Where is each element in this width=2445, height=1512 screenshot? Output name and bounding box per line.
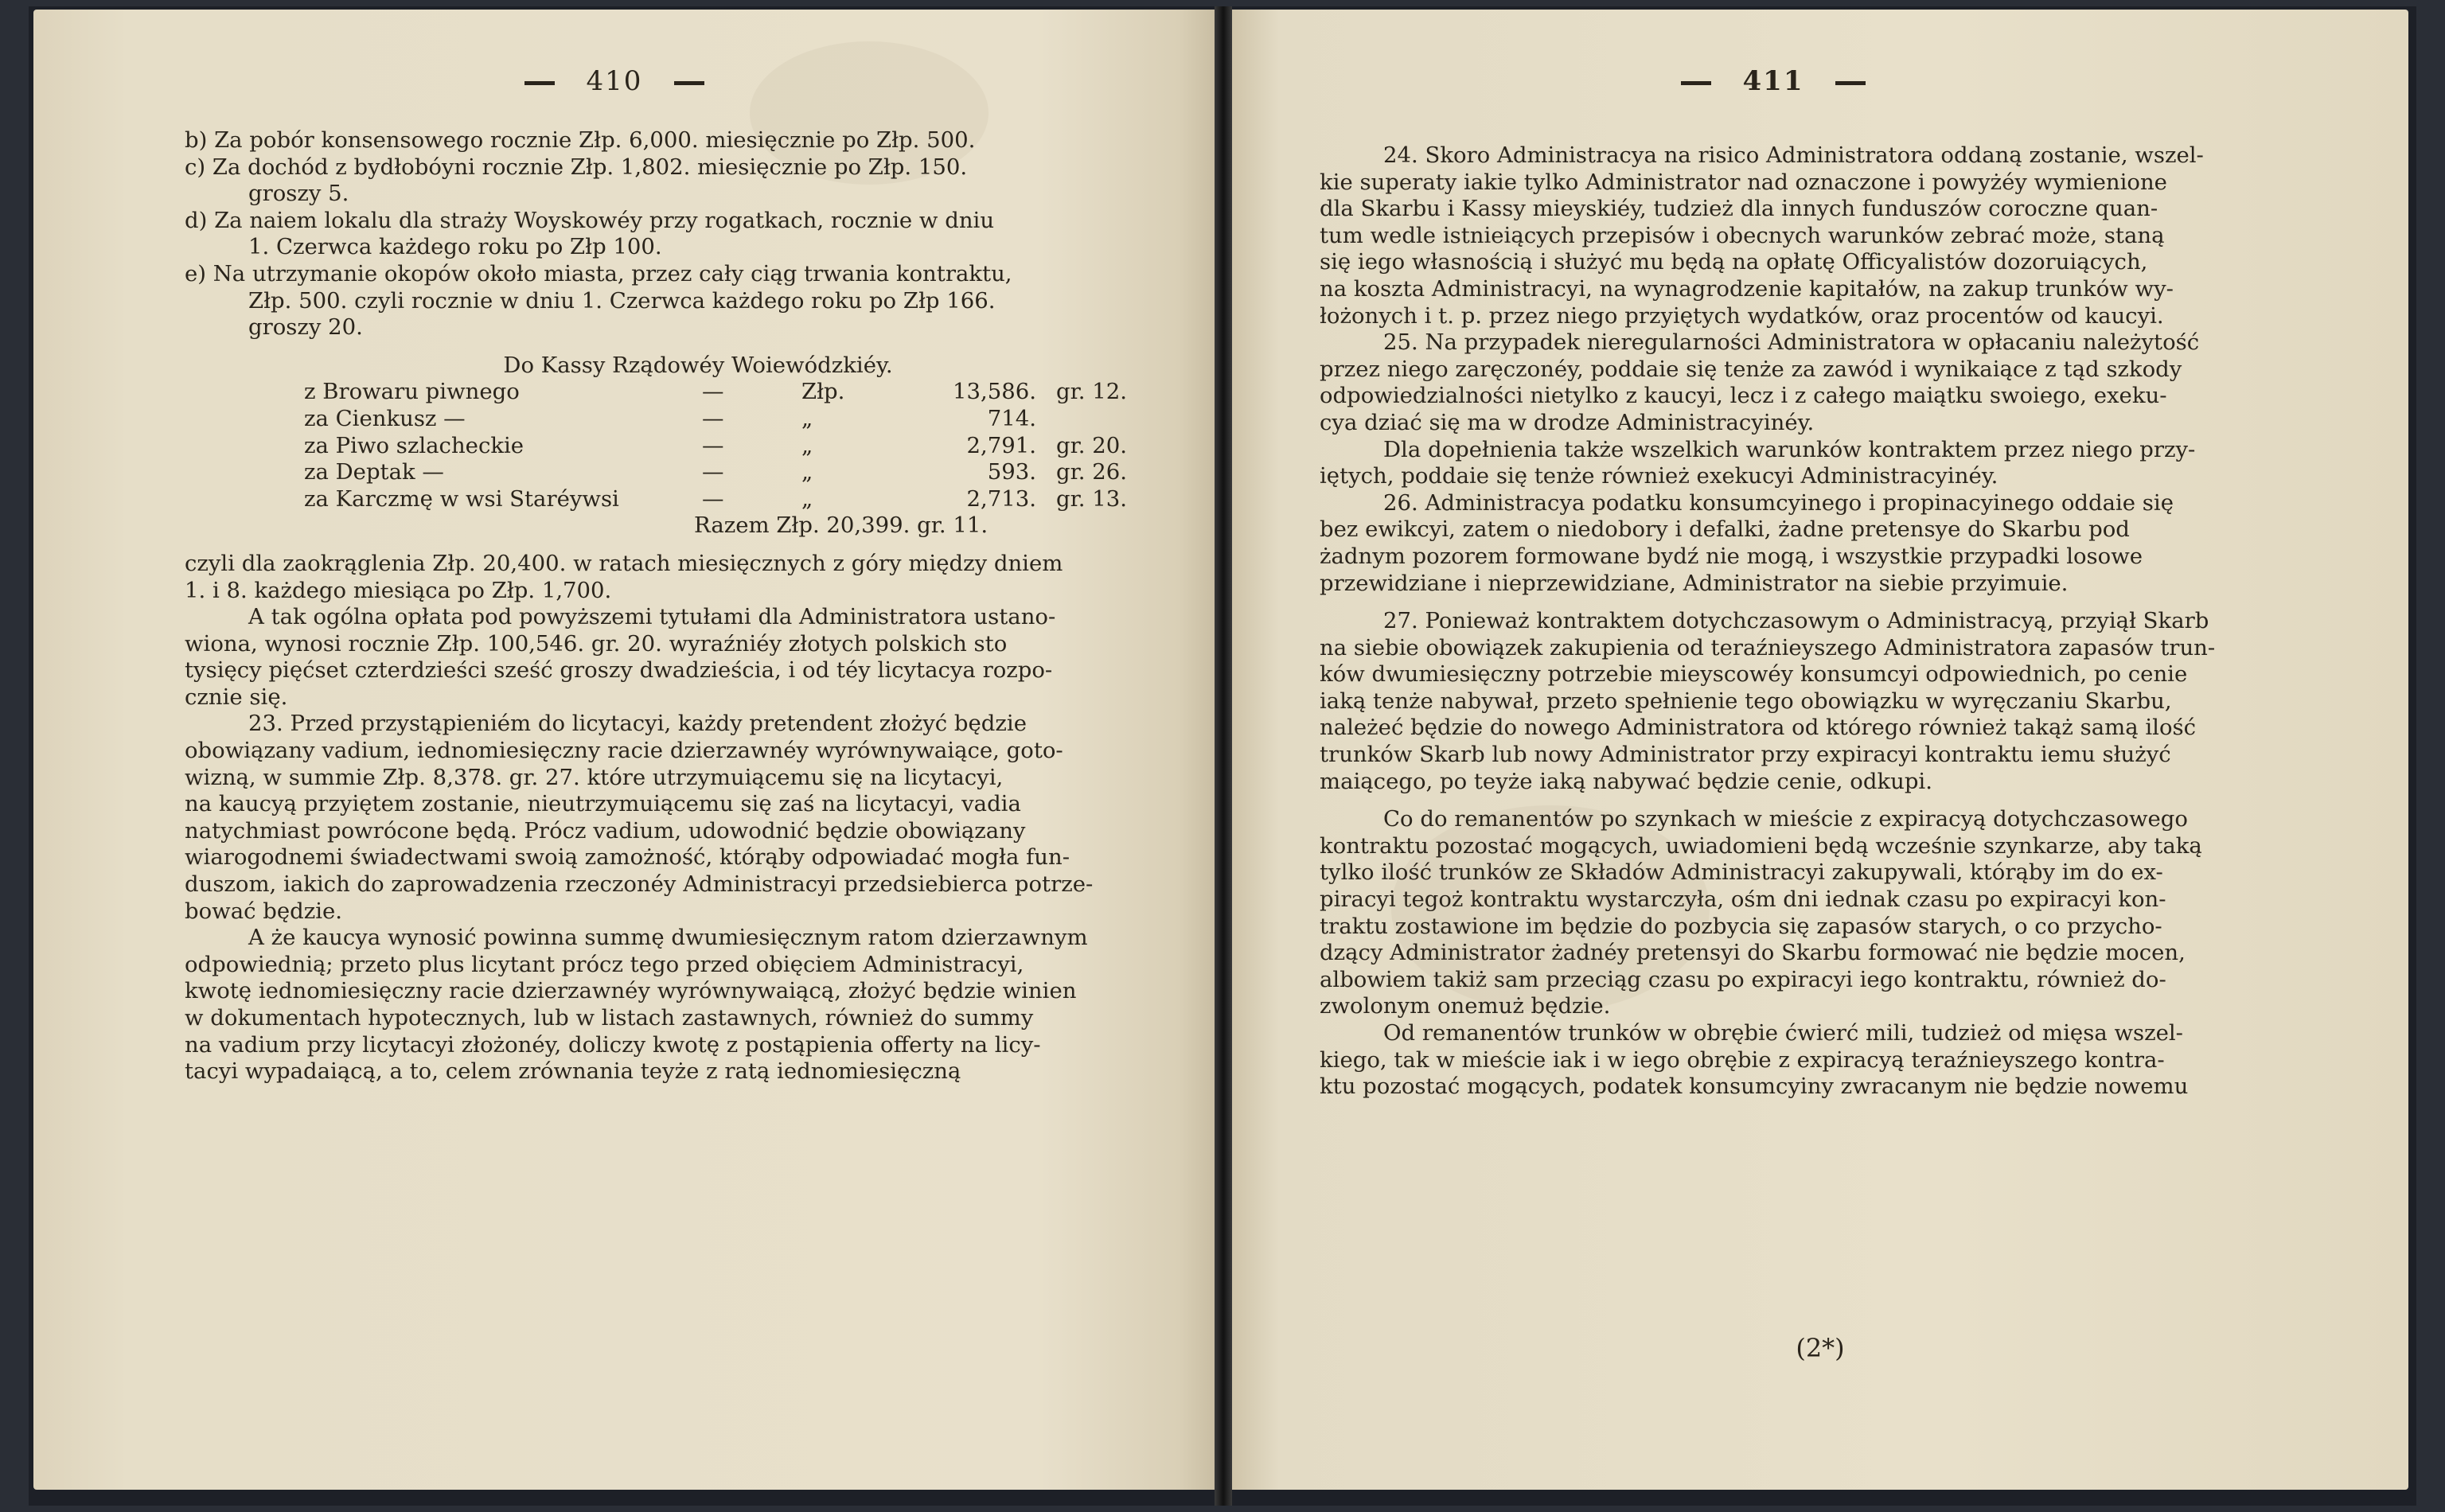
text-line: przewidziane i nieprzewidziane, Administrator na siebie przyimuie. bbox=[1320, 570, 2069, 596]
left-page bbox=[33, 10, 1215, 1490]
table-total-text: Razem Złp. 20,399. gr. 11. bbox=[694, 512, 989, 539]
spacer bbox=[1320, 795, 2386, 806]
table-cell-dash: — bbox=[702, 459, 724, 485]
table-row bbox=[185, 459, 1211, 486]
text-line: na koszta Administracyi, na wynagrodzenie kapitałów, na zakup trunków wy- bbox=[1320, 275, 2174, 302]
dash-decoration bbox=[1835, 81, 1866, 85]
table-cell-groszy: gr. 12. bbox=[1056, 379, 1127, 405]
table-cell-groszy: gr. 13. bbox=[1056, 485, 1127, 512]
table-heading: Do Kassy Rządowéy Woiewódzkiéy. bbox=[503, 352, 893, 378]
left-page-text bbox=[185, 127, 1211, 1085]
table-cell-item: za Deptak — bbox=[304, 459, 444, 485]
text-line: A tak ogólna opłata pod powyższemi tytułami dla Administratora ustano- bbox=[248, 604, 1056, 630]
book-gutter bbox=[1215, 6, 1232, 1506]
text-line: dla Skarbu i Kassy mieyskiéy, tudzież dla innych funduszów coroczne quan- bbox=[1320, 196, 2158, 222]
table-cell-dash: — bbox=[702, 485, 724, 512]
text-line: tacyi wypadaiącą, a to, celem zrównania teyże z ratą iednomiesięczną bbox=[185, 1058, 961, 1085]
table-row bbox=[185, 486, 1211, 513]
text-line: się iego własnością i służyć mu będą na opłatę Officyalistów dozoruiących, bbox=[1320, 249, 2148, 275]
table-cell-unit: „ bbox=[801, 485, 813, 512]
text-line: obowiązany vadium, iednomiesięczny racie dzierzawnéy wyrównywaiące, goto- bbox=[185, 738, 1063, 764]
text-line: c) Za dochód z bydłobóyni rocznie Złp. 1,802. miesięcznie po Złp. 150. bbox=[185, 154, 968, 180]
text-line: A że kaucya wynosić powinna summę dwumiesięcznym ratom dzierzawnym bbox=[248, 925, 1088, 951]
text-line: odpowiednią; przeto plus licytant prócz tego przed obięciem Administracyi, bbox=[185, 951, 1024, 977]
text-line: kie superaty iakie tylko Administrator nad oznaczone i powyżéy wymienione bbox=[1320, 169, 2167, 195]
text-line: iętych, poddaie się tenże również exekucyi Administracyinéy. bbox=[1320, 463, 1999, 489]
text-line: e) Na utrzymanie okopów około miasta, przez cały ciąg trwania kontraktu, bbox=[185, 260, 1012, 286]
right-page-text bbox=[1320, 142, 2386, 1101]
text-line: 1. Czerwca każdego roku po Złp 100. bbox=[248, 234, 662, 260]
table-cell-dash: — bbox=[702, 432, 724, 458]
table-cell-amount: 13,586. bbox=[953, 379, 1036, 405]
text-line: zwolonym onemuż będzie. bbox=[1320, 993, 1611, 1019]
text-line: trunków Skarb lub nowy Administrator przy expiracyi kontraktu iemu służyć bbox=[1320, 742, 2171, 768]
text-line: Co do remanentów po szynkach w mieście z expiracyą dotychczasowego bbox=[1383, 806, 2188, 832]
signature-mark: (2*) bbox=[1796, 1333, 1845, 1363]
page-number-right: 411 bbox=[1614, 65, 1932, 97]
text-line: traktu zostawione im będzie do pozbycia się zapasów starych, o co przycho- bbox=[1320, 913, 2162, 939]
text-line: na kaucyą przyiętem zostanie, nieutrzymuiącemu się zaś na licytacyi, vadia bbox=[185, 791, 1021, 817]
text-line: 23. Przed przystąpieniém do licytacyi, każdy pretendent złożyć będzie bbox=[248, 711, 1027, 737]
table-cell-dash: — bbox=[702, 379, 724, 405]
text-line: przez niego zaręczonéy, poddaie się tenże za zawód i wynikaiące z tąd szkody bbox=[1320, 356, 2182, 382]
text-line: na siebie obowiązek zakupienia od teraźnieyszego Administratora zapasów trun- bbox=[1320, 634, 2216, 661]
table-cell-groszy: gr. 20. bbox=[1056, 432, 1127, 458]
table-cell-item: za Cienkusz — bbox=[304, 405, 466, 431]
text-line: bować będzie. bbox=[185, 898, 343, 924]
spacer bbox=[1320, 597, 2386, 608]
text-line: 26. Administracya podatku konsumcyinego i propinacyinego oddaie się bbox=[1383, 489, 2174, 516]
text-line: piracyi tegoż kontraktu wystarczyła, ośm dni iednak czasu po expiracyi kon- bbox=[1320, 887, 2166, 913]
spacer bbox=[185, 341, 1211, 353]
text-line: 25. Na przypadek nieregularności Administratora w opłacaniu należytość bbox=[1383, 329, 2200, 356]
text-line: czyli dla zaokrąglenia Złp. 20,400. w ratach miesięcznych z góry między dniem bbox=[185, 550, 1063, 576]
table-cell-item: za Piwo szlacheckie bbox=[304, 432, 524, 458]
page-number-left: 410 bbox=[455, 65, 774, 97]
text-line: odpowiedzialności nietylko z kaucyi, lecz i z całego maiątku swoiego, exeku- bbox=[1320, 383, 2167, 409]
text-line: łożonych i t. p. przez niego przyiętych wydatków, oraz procentów od kaucyi. bbox=[1320, 302, 2164, 329]
text-line: d) Za naiem lokalu dla straży Woyskowéy przy rogatkach, rocznie w dniu bbox=[185, 207, 995, 233]
text-line: Złp. 500. czyli rocznie w dniu 1. Czerwca każdego roku po Złp 166. bbox=[248, 287, 996, 314]
text-line: Dla dopełnienia także wszelkich warunków kontraktem przez niego przy- bbox=[1383, 436, 2196, 462]
table-cell-unit: „ bbox=[801, 405, 813, 431]
text-line: wiona, wynosi rocznie Złp. 100,546. gr. 20. wyraźniéy złotych polskich sto bbox=[185, 630, 1008, 657]
table-row bbox=[185, 406, 1211, 433]
table-cell-unit: „ bbox=[801, 459, 813, 485]
text-line: 1. i 8. każdego miesiąca po Złp. 1,700. bbox=[185, 577, 612, 603]
table-total bbox=[185, 512, 1211, 540]
table-cell-dash: — bbox=[702, 405, 724, 431]
text-line: na vadium przy licytacyi złożonéy, doliczy kwotę z postąpienia offerty na licy- bbox=[185, 1031, 1041, 1058]
table-cell-amount: 714. bbox=[987, 405, 1036, 431]
text-line: tysięcy pięćset czterdzieści sześć groszy dwadzieścia, i od téy licytacya rozpo- bbox=[185, 657, 1053, 684]
table-cell-amount: 2,791. bbox=[966, 432, 1036, 458]
table-row bbox=[185, 379, 1211, 406]
text-line: groszy 20. bbox=[248, 314, 363, 341]
text-line: b) Za pobór konsensowego rocznie Złp. 6,000. miesięcznie po Złp. 500. bbox=[185, 127, 976, 153]
text-line: ktu pozostać mogących, podatek konsumcyiny zwracanym nie będzie nowemu bbox=[1320, 1074, 2189, 1100]
right-page bbox=[1232, 10, 2408, 1490]
text-line: dzący Administrator żadnéy pretensyi do Skarbu formować nie będzie mocen, bbox=[1320, 940, 2186, 966]
text-line: natychmiast powrócone będą. Prócz vadium, udowodnić będzie obowiązany bbox=[185, 817, 1026, 844]
text-line: kontraktu pozostać mogących, uwiadomieni będą wcześnie szynkarze, aby taką bbox=[1320, 832, 2202, 859]
text-line: kwotę iednomiesięczny racie dzierzawnéy wyrównywaiącą, złożyć będzie winien bbox=[185, 978, 1077, 1004]
table-cell-item: za Karczmę w wsi Staréywsi bbox=[304, 485, 619, 512]
text-line: cznie się. bbox=[185, 684, 288, 710]
book-spread bbox=[29, 6, 2416, 1506]
table-cell-groszy: gr. 26. bbox=[1056, 459, 1127, 485]
text-line: 27. Ponieważ kontraktem dotychczasowym o Administracyą, przyiął Skarb bbox=[1383, 608, 2209, 634]
text-line: tum wedle istnieiących przepisów i obecnych warunków zebrać może, staną bbox=[1320, 222, 2165, 248]
text-line: 24. Skoro Administracya na risico Administratora oddaną zostanie, wszel- bbox=[1383, 142, 2204, 168]
text-line: wiarogodnemi świadectwami swoią zamożność, którąby odpowiadać mogła fun- bbox=[185, 844, 1070, 871]
table-cell-unit: Złp. bbox=[801, 379, 845, 405]
table-row bbox=[185, 433, 1211, 460]
text-line: groszy 5. bbox=[248, 181, 349, 207]
table-cell-unit: „ bbox=[801, 432, 813, 458]
dash-decoration bbox=[1681, 81, 1711, 85]
table-cell-amount: 593. bbox=[987, 459, 1036, 485]
text-line: w dokumentach hypotecznych, lub w listach zastawnych, również do summy bbox=[185, 1005, 1034, 1031]
text-line: maiącego, po teyże iaką nabywać będzie cenie, odkupi. bbox=[1320, 768, 1932, 794]
text-line: iaką tenże nabywał, przeto spełnienie tego obowiązku w wyręczaniu Skarbu, bbox=[1320, 688, 2172, 714]
text-line: należeć będzie do nowego Administratora od którego również takąż samą ilość bbox=[1320, 715, 2197, 741]
text-line: Od remanentów trunków w obrębie ćwierć mili, tudzież od mięsa wszel- bbox=[1383, 1020, 2183, 1046]
text-line: kiego, tak w mieście iak i w iego obrębie z expiracyą teraźnieyszego kontra- bbox=[1320, 1046, 2165, 1073]
dash-decoration bbox=[524, 81, 555, 85]
text-line: cya dziać się ma w drodze Administracyinéy. bbox=[1320, 409, 1815, 435]
text-line: bez ewikcyi, zatem o niedobory i defalki, żadne pretensye do Skarbu pod bbox=[1320, 516, 2130, 543]
text-line: ków dwumiesięczny potrzebie mieyscowéy konsumcyi odpowiednich, po cenie bbox=[1320, 661, 2188, 688]
text-line: żadnym pozorem formowane bydź nie mogą, i wszystkie przypadki losowe bbox=[1320, 543, 2143, 569]
spacer bbox=[185, 540, 1211, 551]
text-line: wizną, w summie Złp. 8,378. gr. 27. które utrzymuiącemu się na licytacyi, bbox=[185, 764, 1004, 790]
table-cell-amount: 2,713. bbox=[966, 485, 1036, 512]
text-line: duszom, iakich do zaprowadzenia rzeczonéy Administracyi przedsiebierca potrze- bbox=[185, 871, 1094, 898]
table-cell-item: z Browaru piwnego bbox=[304, 379, 520, 405]
dash-decoration bbox=[674, 81, 704, 85]
text-line: tylko ilość trunków ze Składów Administracyi zakupywali, którąby im do ex- bbox=[1320, 859, 2163, 886]
text-line: albowiem takiż sam przeciąg czasu po expiracyi iego kontraktu, również do- bbox=[1320, 966, 2166, 992]
